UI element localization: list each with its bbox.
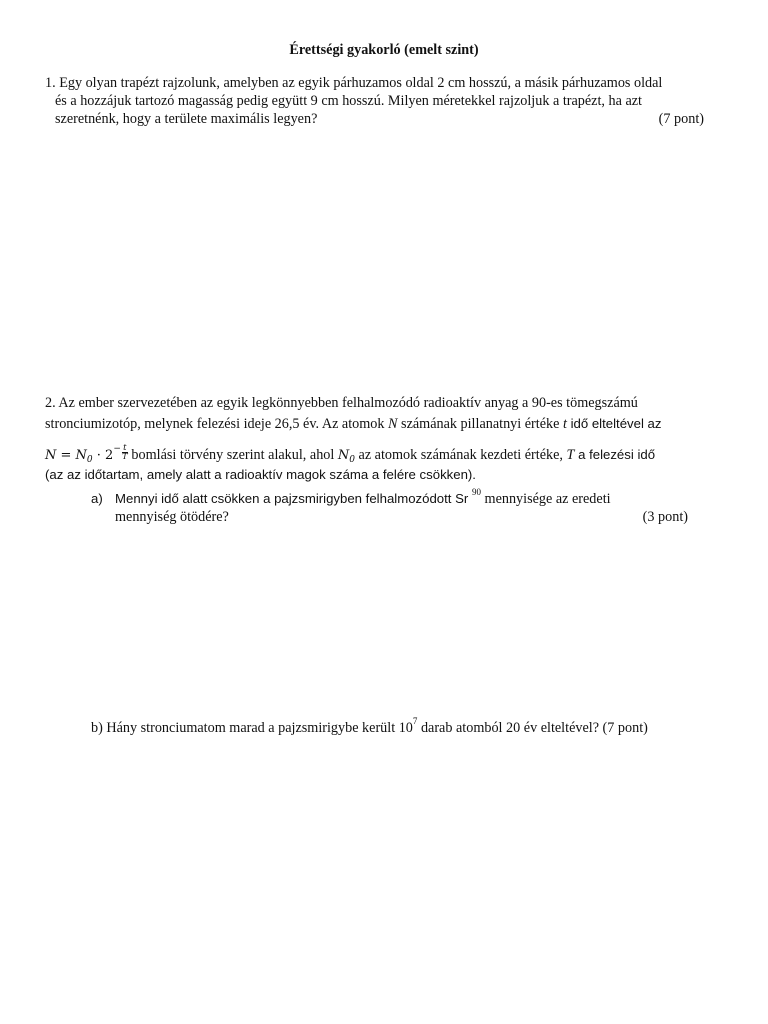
q2-line-3-text-a: bomlási törvény szerint alakul, ahol bbox=[127, 447, 338, 463]
q1-question-end: szeretnénk, hogy a területe maximális legyen? bbox=[55, 111, 318, 127]
q2-n0 bbox=[338, 448, 355, 463]
question-2b bbox=[91, 716, 731, 737]
q2a-question-end: mennyiség ötödére? bbox=[115, 509, 229, 525]
q1-line-1: 1. Egy olyan trapézt rajzolunk, amelyben az egyik párhuzamos oldal 2 cm hosszú, a másik párhuzamos oldal bbox=[45, 75, 663, 91]
q2-line-4: (az az időtartam, amely alatt a radioaktív magok száma a felére csökken). bbox=[45, 467, 476, 482]
q2a-label: a) bbox=[91, 491, 103, 506]
q2-n0-letter: N bbox=[337, 448, 350, 463]
q2-line-2 bbox=[45, 415, 723, 433]
q2-line-3-text-b: az atomok számának kezdeti értéke, bbox=[354, 447, 567, 463]
q2-var-n: N bbox=[388, 416, 398, 432]
formula-base: · 2 bbox=[92, 448, 114, 463]
q2a-points: (3 pont) bbox=[642, 509, 688, 525]
q2-line-2-text-c: idő elteltével az bbox=[566, 416, 662, 431]
fraction-numerator: t bbox=[123, 443, 127, 453]
q2a-line-1 bbox=[91, 487, 691, 508]
q2-n0-subscript: 0 bbox=[349, 455, 355, 465]
question-2a bbox=[91, 487, 691, 526]
q2-line-3-text-c: a felezési idő bbox=[574, 447, 656, 462]
q2-var-t: t bbox=[562, 416, 567, 432]
q2b-text-b: darab atomból 20 év elteltével? (7 pont) bbox=[417, 720, 648, 736]
q2b-text-a: b) Hány stronciumatom marad a pajzsmirigybe került 10 bbox=[91, 720, 413, 736]
q2b-exponent: 7 bbox=[412, 716, 418, 726]
q1-line-2: és a hozzájuk tartozó magasság pedig együtt 9 cm hosszú. Milyen méretekkel rajzoljuk a trapézt, ha azt bbox=[55, 93, 642, 109]
decay-formula bbox=[45, 443, 128, 465]
q1-line-3 bbox=[45, 110, 723, 128]
formula-lhs: N = N bbox=[45, 448, 87, 463]
q2a-text-b: mennyisége az eredeti bbox=[480, 491, 611, 507]
question-2 bbox=[45, 394, 723, 484]
q2-line-1: 2. Az ember szervezetében az egyik legkönnyebben felhalmozódó radioaktív anyag a 90-es tömegszámú bbox=[45, 395, 638, 411]
q2-line-2-text-b: számának pillanatnyi értéke bbox=[397, 416, 563, 432]
q2a-isotope-sup: 90 bbox=[471, 487, 481, 497]
q2a-line-2 bbox=[91, 508, 691, 526]
page-title: Érettségi gyakorló (emelt szint) bbox=[289, 42, 479, 58]
fraction-denominator: T bbox=[122, 452, 128, 462]
question-1 bbox=[45, 74, 723, 128]
q2a-text-a: Mennyi idő alatt csökken a pajzsmirigyben felhalmozódott Sr bbox=[115, 491, 472, 506]
q2-var-T: T bbox=[566, 447, 575, 463]
q2-line-2-text-a: stronciumizotóp, melynek felezési ideje 26,5 év. Az atomok bbox=[45, 416, 389, 432]
formula-exponent-sign: − bbox=[113, 444, 121, 454]
q2-line-3 bbox=[45, 440, 723, 465]
q1-points: (7 pont) bbox=[658, 111, 704, 127]
formula-subscript: 0 bbox=[86, 455, 93, 465]
